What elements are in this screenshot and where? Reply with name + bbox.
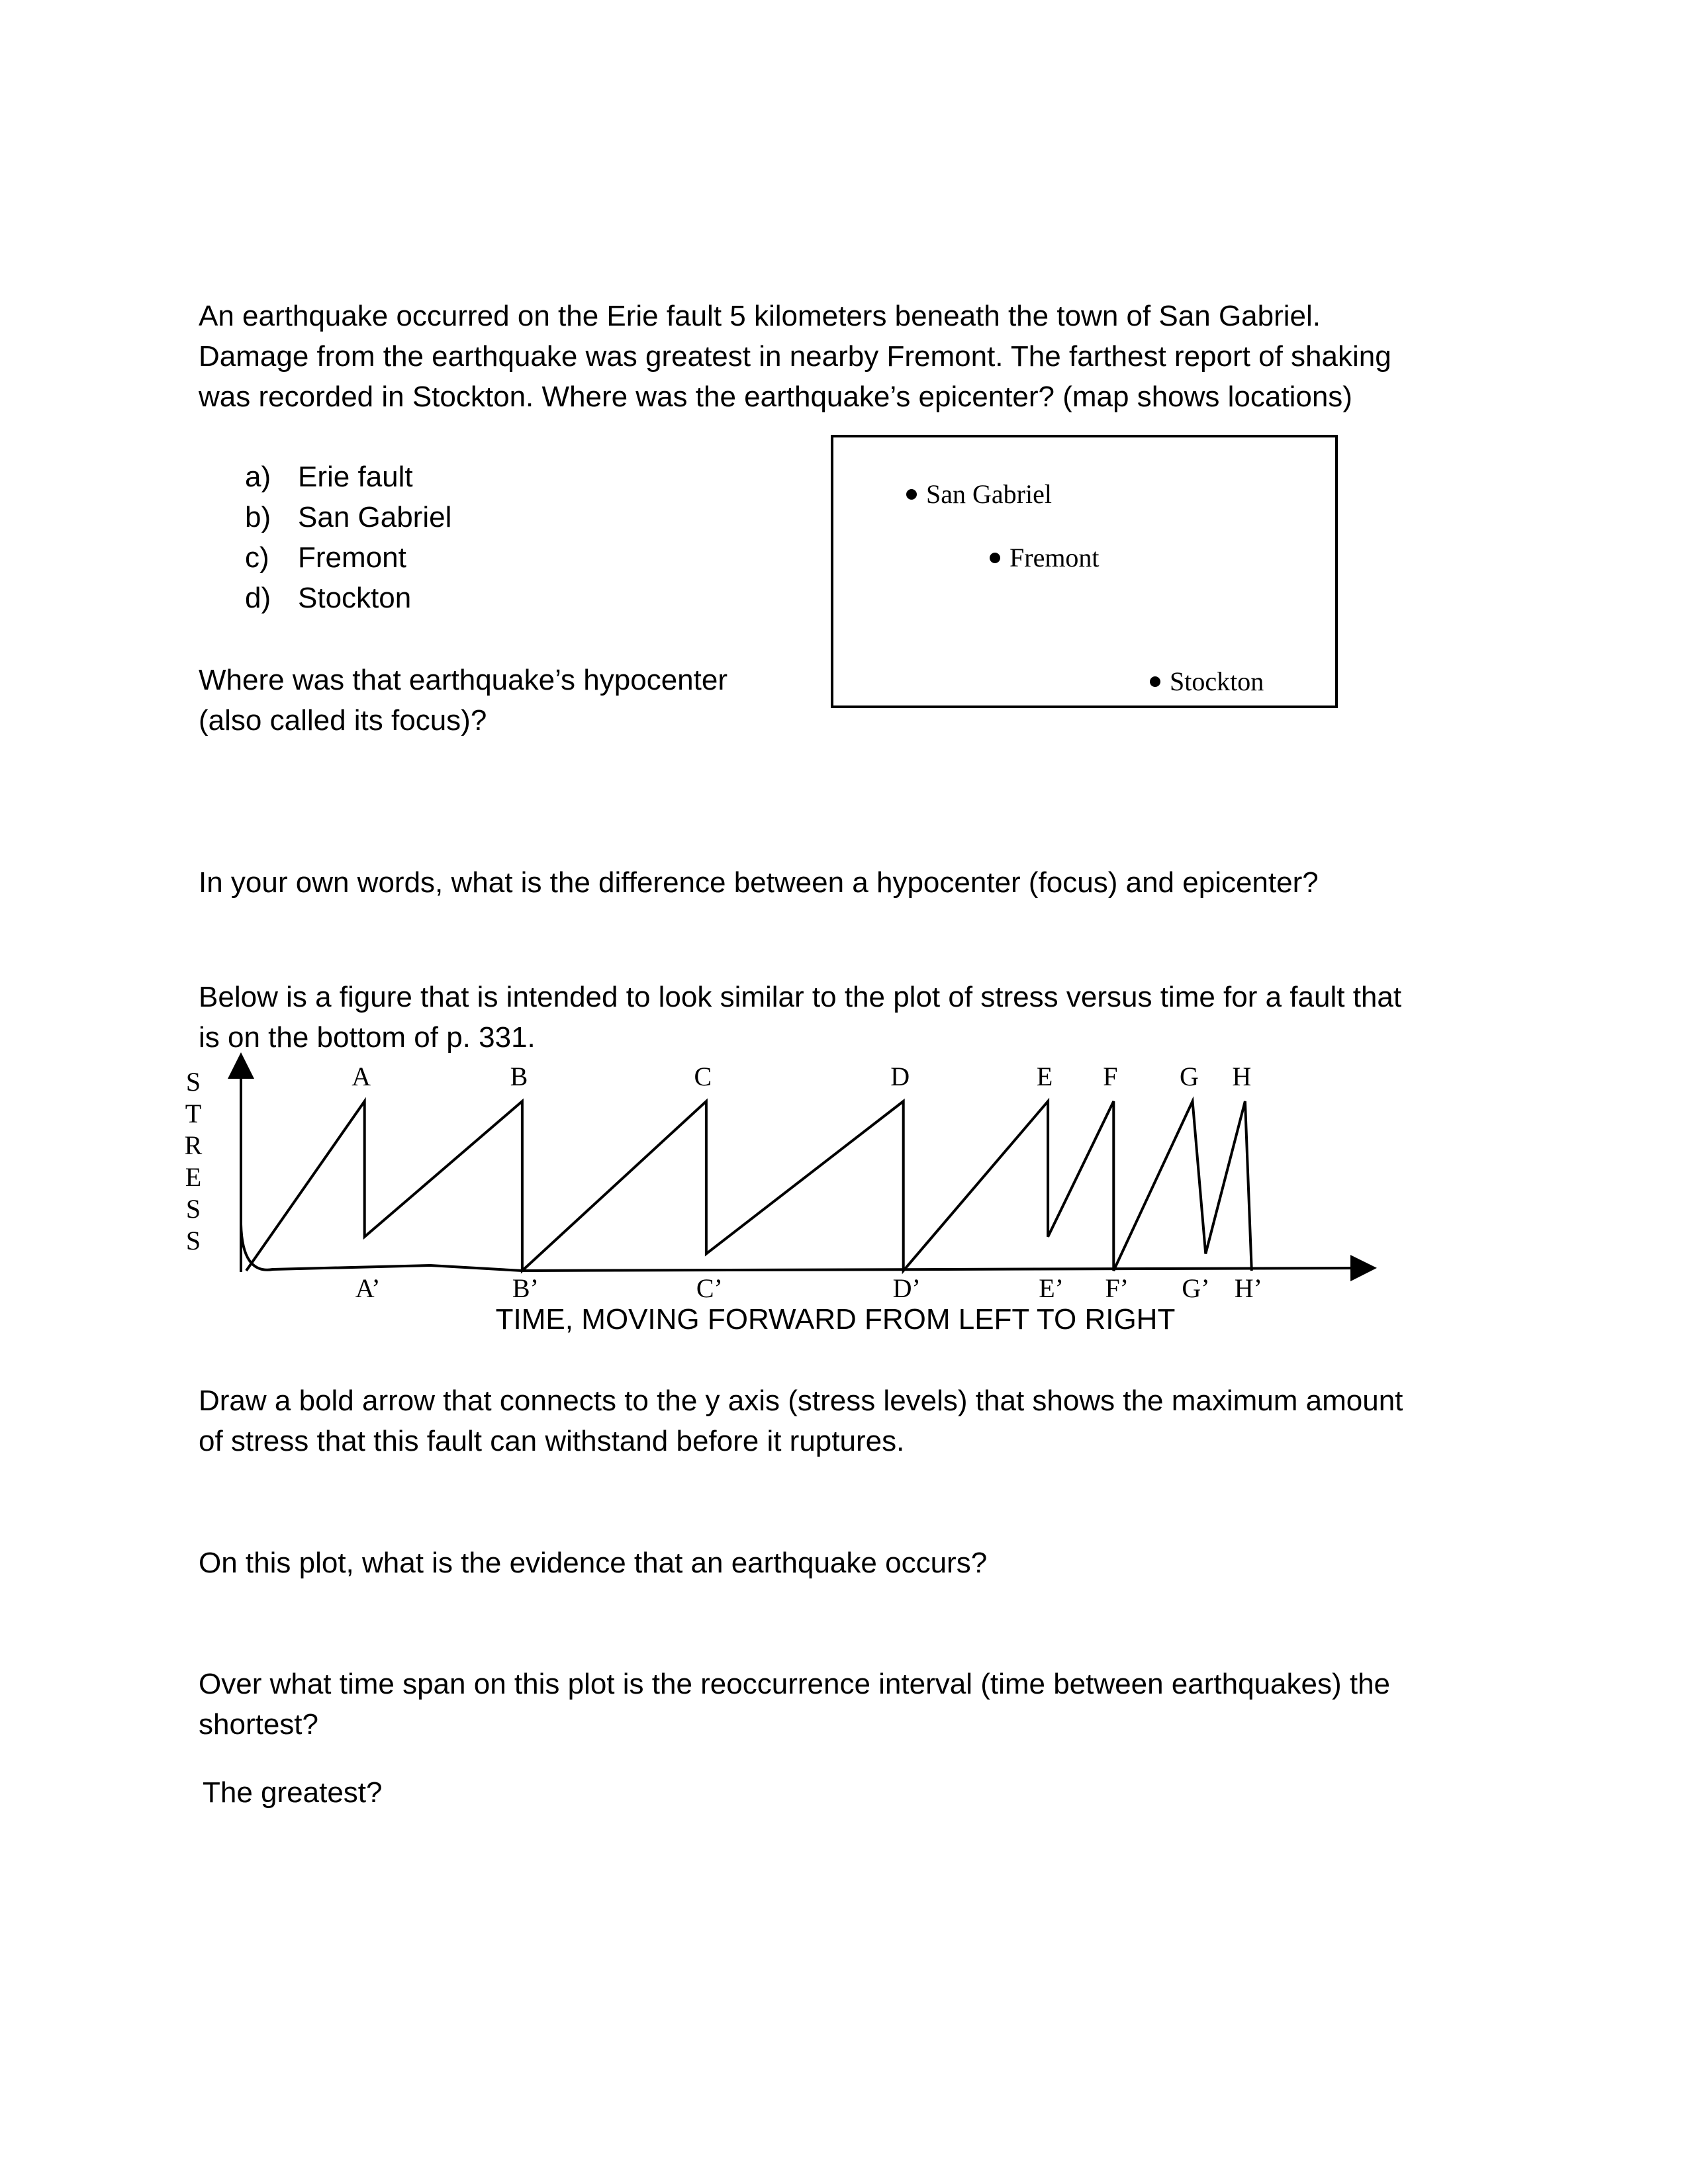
map-dot-icon [990,553,1000,563]
question-2-line-2: (also called its focus)? [199,704,487,737]
y-axis-label-letter: S [185,1067,201,1097]
stress-time-chart [0,1052,1688,1343]
peak-label-a: A [352,1062,371,1091]
peak-label-g: G [1180,1062,1199,1091]
peak-labels [352,1062,1251,1091]
map-location-fremont: Fremont [990,542,1100,573]
map-dot-icon [906,489,917,500]
question-7-text: The greatest? [203,1776,383,1809]
peak-label-h: H [1232,1062,1252,1091]
trough-label-g: G’ [1182,1273,1210,1303]
trough-label-d: D’ [892,1273,921,1303]
map-dot-icon [1150,676,1160,687]
y-axis-label-letter: E [185,1162,202,1192]
question-3-text: In your own words, what is the difference between a hypocenter (focus) and epicenter? [199,866,1319,899]
location-map [831,435,1338,708]
y-axis-label [185,1067,203,1255]
question-6-line-1: Over what time span on this plot is the reoccurrence interval (time between earthquakes) the [199,1668,1391,1700]
map-location-san-gabriel: San Gabriel [906,478,1052,510]
question-5-text: On this plot, what is the evidence that an earthquake occurs? [199,1547,988,1579]
trough-label-c: C’ [696,1273,723,1303]
stress-series-line [246,1101,1252,1271]
trough-label-b: B’ [512,1273,539,1303]
question-2-line-1: Where was that earthquake’s hypocenter [199,664,727,696]
y-axis-label-letter: S [185,1194,201,1224]
question-4-text [199,1381,1403,1461]
peak-label-f: F [1103,1062,1118,1091]
figure-intro-line-2: is on the bottom of p. 331. [199,1021,536,1054]
question-1-line-2: Damage from the earthquake was greatest in nearby Fremont. The farthest report of shaking [199,340,1391,373]
trough-label-h: H’ [1234,1273,1262,1303]
figure-intro-text [199,977,1401,1058]
x-axis [241,1224,1364,1271]
y-axis-label-letter: S [185,1226,201,1255]
question-4-line-2: of stress that this fault can withstand before it ruptures. [199,1425,905,1457]
trough-label-f: F’ [1105,1273,1129,1303]
trough-labels [355,1273,1262,1303]
trough-label-a: A’ [355,1273,381,1303]
trough-label-e: E’ [1039,1273,1064,1303]
question-2-text [199,660,727,741]
peak-label-d: D [890,1062,910,1091]
question-1-line-3: was recorded in Stockton. Where was the earthquake’s epicenter? (map shows locations) [199,381,1352,413]
question-6-text [199,1664,1390,1745]
question-4-line-1: Draw a bold arrow that connects to the y axis (stress levels) that shows the maximum amount [199,1385,1403,1417]
choice-c[interactable]: c) Fremont [245,541,406,574]
x-axis-label: TIME, MOVING FORWARD FROM LEFT TO RIGHT [495,1303,1176,1336]
question-6-line-2: shortest? [199,1708,318,1741]
peak-label-e: E [1036,1062,1053,1091]
peak-label-c: C [694,1062,712,1091]
y-axis-label-letter: T [185,1099,202,1128]
choice-d[interactable]: d) Stockton [245,582,412,614]
peak-label-b: B [510,1062,528,1091]
figure-intro-line-1: Below is a figure that is intended to look similar to the plot of stress versus time for a fault that [199,981,1402,1013]
answer-choices [245,457,451,618]
y-axis-label-letter: R [184,1130,203,1160]
question-1-line-1: An earthquake occurred on the Erie fault 5 kilometers beneath the town of San Gabriel. [199,300,1321,332]
choice-a[interactable]: a) Erie fault [245,461,413,493]
question-1-text [199,296,1391,417]
map-location-stockton: Stockton [1150,666,1264,697]
choice-b[interactable]: b) San Gabriel [245,501,452,533]
